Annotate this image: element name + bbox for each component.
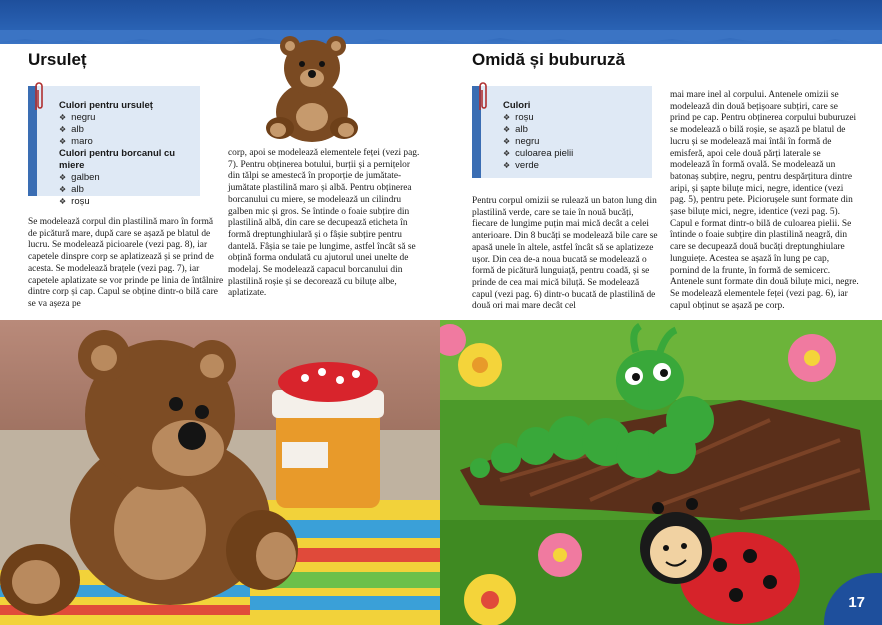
color-item: ❖ maro xyxy=(59,136,200,148)
text-column-left-2: corp, apoi se modelează elementele feței (vezi pag. 7). Pentru obținerea botului, burții și a pernițelor din tălpi se amestecă în proporție de jumătate-jumătate plastilină maro și albă. Pentru obținerea borcanului cu miere, se modelează un cilindru galben mic și gros. Se întinde o foaie subțire din plastilină albă, din care se decupează eticheta în formă dreptunghiulară și o fâșie subțire pentru dantelă. Fâșia se taie pe lungime, astfel încât să se obțină forma ondulată cu ajutorul unei unelte de modelaj. Se modelează capacul borcanului din plastilină roșie și se decorează cu biluțe albe, aplatizate. xyxy=(228,148,420,299)
teddy-bear-thumbnail xyxy=(252,20,372,145)
text-column-left-1: Se modelează corpul din plastilină maro în formă de picătură mare, după care se așază pe blatul de lucru. Se modelează picioarele (vezi pag. 8), iar capetele dinspre corp se aplatizează și se prind de acesta. Se modelează brațele (vezi pag. 7), iar capetele aplatizate se vor prinde pe linia de întâlnire dintre corp și cap. Capul se obține dintr-o bilă care se va așeza pe xyxy=(28,217,224,309)
color-item: ❖ galben xyxy=(59,172,200,184)
text-column-right-2: mai mare inel al corpului. Antenele omizii se modelează din două bețișoare subțiri, care se prind pe cap. Pentru obținerea corpului buburuzei se modelează o bilă roșie, se așază pe blatul de lucru și se modelează mai întâi în formă de emisferă, apoi cele două părți laterale se modelează în formă ovală. Se modelează un batonaș subțire, negru, pentru despărțitura dintre aripi, și șapte biluțe mici, negre, identice (vezi pag. 5), pentru pete. Piciorușele sunt formate din șase biluțe mici, negre, identice (vezi pag. 5). Capul e format dintr-o bilă de culoarea pielii. Se întinde o foaie subțire din plastilină neagră, din care se decupează două bucăți dreptunghiulare lunguiețe. Acestea se așază în lung pe cap, pornind de la frunte, în formă de semicerc. Antenele sunt formate din două biluțe mici, negre. Se modelează elementele feței (vezi pag. 6), iar capul obținut se așază pe corp. xyxy=(670,90,859,311)
color-item: ❖ alb xyxy=(503,124,652,136)
teddy-bear-honey-jar-photo xyxy=(0,320,440,625)
colors-heading: Culori xyxy=(503,100,531,111)
color-item: ❖ roșu xyxy=(503,112,652,124)
colors-box-left xyxy=(28,86,200,207)
color-item: ❖ alb xyxy=(59,184,200,196)
caterpillar-ladybug-photo xyxy=(440,320,882,625)
page-number: 17 xyxy=(848,594,865,611)
colors-heading: Culori pentru ursuleț xyxy=(59,100,153,111)
page-title-left: Ursuleț xyxy=(28,50,87,69)
text-column-right-1: Pentru corpul omizii se rulează un baton lung din plastilină verde, care se taie în nouă bucăți, fiecare de lungime puțin mai mică decât a celei anterioare. Din 8 bucăți se modelează bile care se apasă unele în altele, astfel încât să se aplatizeze ușor. Din cea de-a noua bucată se modelează o formă de picătură lunguiață, pentru coadă, și se prinde de cea mai mică biluță. Se modelează capul (vezi pag. 6) dintr-o bucată de plastilină de două ori mai mare decât cel xyxy=(472,196,658,312)
torn-paper-edge xyxy=(0,30,882,48)
colors-list-left xyxy=(59,100,200,208)
page-title-right: Omidă și buburuză xyxy=(472,50,626,69)
colors-box-right xyxy=(472,86,652,178)
colors-heading: Culori pentru borcanul cu miere xyxy=(59,148,176,171)
colors-list-right xyxy=(503,100,652,172)
color-item: ❖ roșu xyxy=(59,196,200,208)
color-item: ❖ culoarea pielii xyxy=(503,148,652,160)
color-item: ❖ verde xyxy=(503,160,652,172)
color-item: ❖ alb xyxy=(59,124,200,136)
paperclip-icon xyxy=(476,80,490,114)
color-item: ❖ negru xyxy=(503,136,652,148)
paperclip-icon xyxy=(32,80,46,114)
color-item: ❖ negru xyxy=(59,112,200,124)
